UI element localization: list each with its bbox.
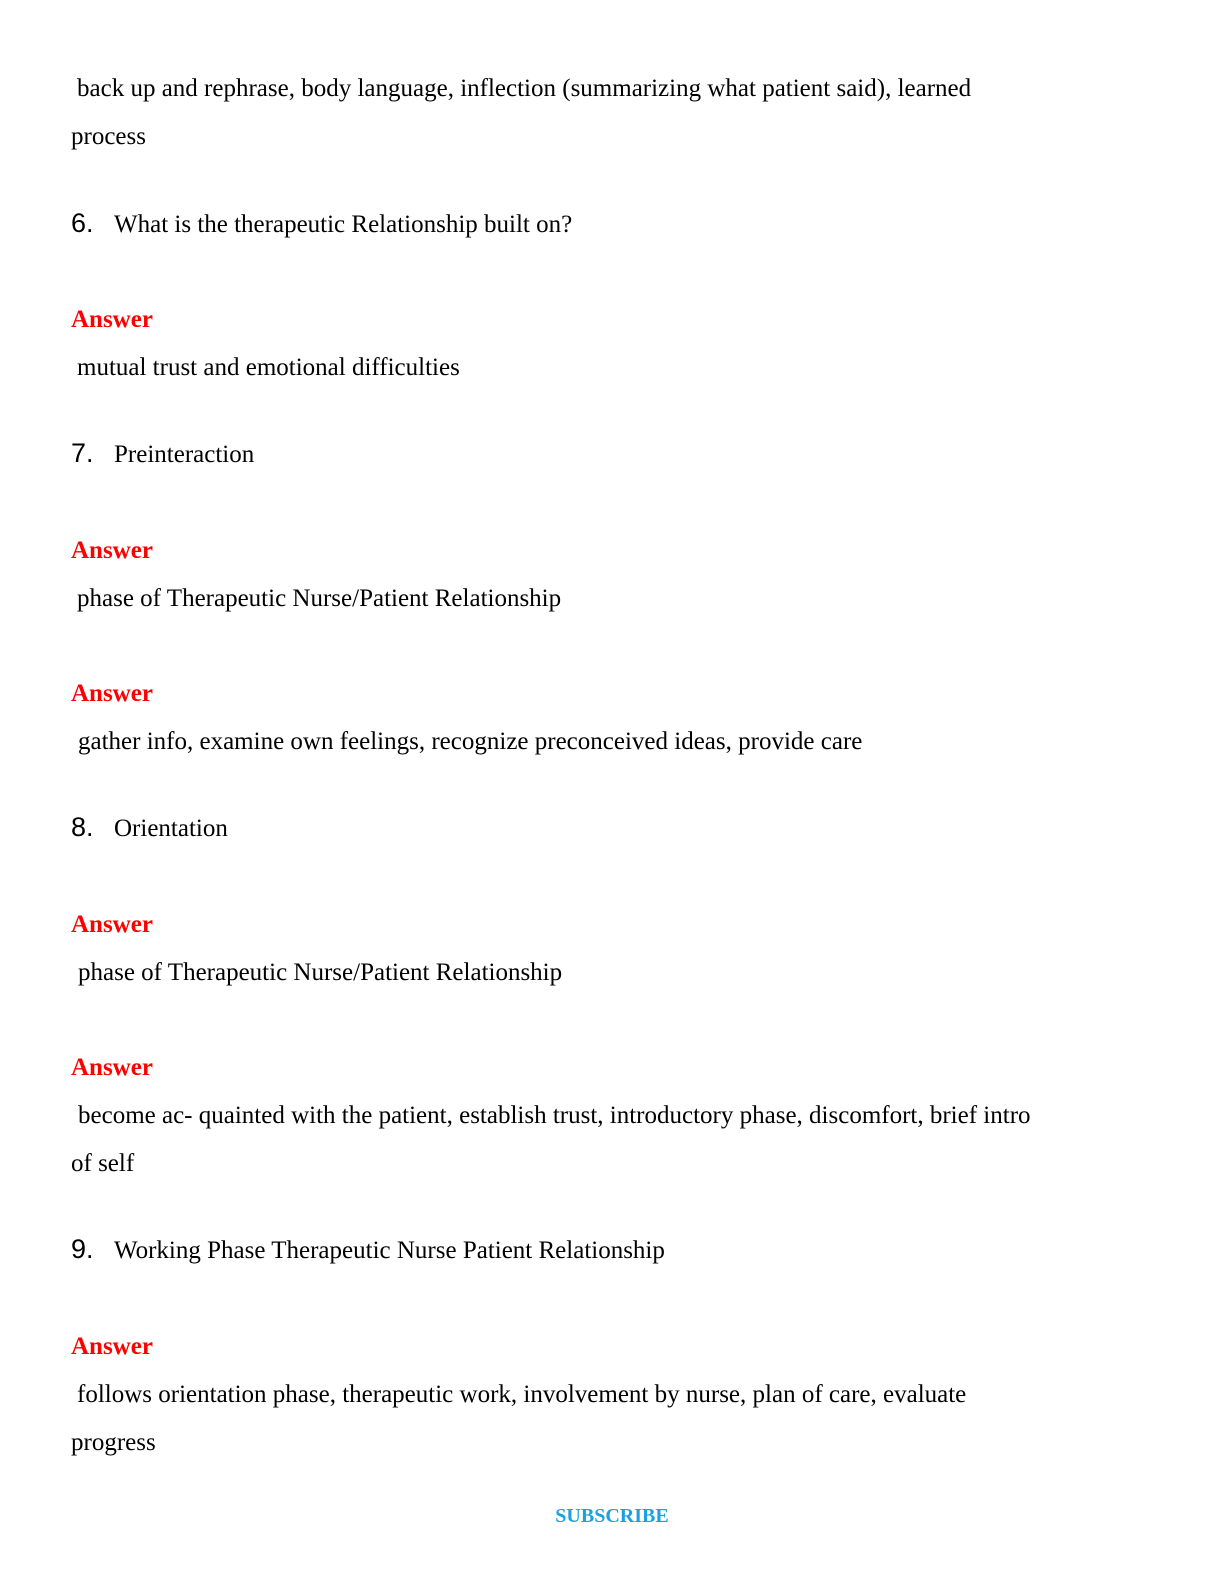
question-text: What is the therapeutic Relationship built on?	[114, 211, 573, 238]
answer-text-continuation-line-1: back up and rephrase, body language, inflection (summarizing what patient said), learned	[77, 75, 972, 102]
answer-text: mutual trust and emotional difficulties	[77, 354, 460, 381]
answer-text: gather info, examine own feelings, recognize preconceived ideas, provide care	[78, 728, 863, 755]
answer-text: follows orientation phase, therapeutic work, involvement by nurse, plan of care, evaluate	[77, 1381, 967, 1408]
answer-text: phase of Therapeutic Nurse/Patient Relationship	[77, 585, 562, 612]
answer-label: Answer	[71, 680, 153, 707]
question-text: Orientation	[114, 815, 228, 842]
question-number: 7.	[71, 438, 94, 468]
question-text: Preinteraction	[114, 441, 255, 468]
answer-text: become ac- quainted with the patient, establish trust, introductory phase, discomfort, brief intro	[78, 1102, 1031, 1129]
answer-label: Answer	[71, 911, 153, 938]
answer-label: Answer	[71, 537, 153, 564]
answer-text: progress	[71, 1429, 156, 1456]
question-number: 8.	[71, 812, 94, 842]
subscribe-link[interactable]: SUBSCRIBE	[555, 1505, 669, 1527]
question-number: 6.	[71, 208, 94, 238]
answer-label: Answer	[71, 1333, 153, 1360]
answer-label: Answer	[71, 306, 153, 333]
question-text: Working Phase Therapeutic Nurse Patient Relationship	[114, 1237, 665, 1264]
answer-label: Answer	[71, 1054, 153, 1081]
answer-text: of self	[71, 1150, 135, 1177]
answer-text-continuation-line-2: process	[71, 123, 146, 150]
answer-text: phase of Therapeutic Nurse/Patient Relationship	[78, 959, 563, 986]
question-number: 9.	[71, 1234, 94, 1264]
